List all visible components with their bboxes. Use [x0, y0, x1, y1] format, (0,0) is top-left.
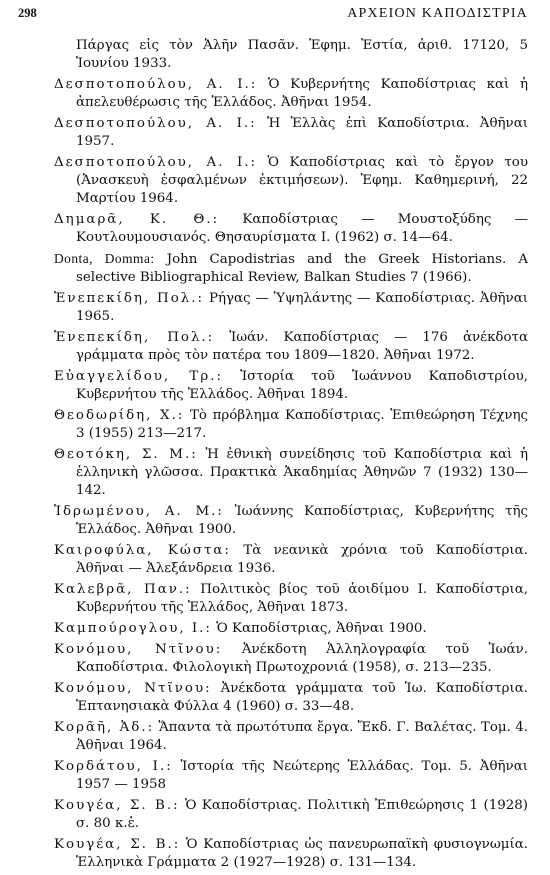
- bibliography-entry: [54, 37, 528, 73]
- entry-author: Δεσποτοπούλου, Α. Ι.:: [54, 116, 257, 131]
- page-number: 298: [18, 6, 37, 20]
- bibliography-entry: [54, 407, 528, 443]
- bibliography-entry: [54, 329, 528, 365]
- bibliography-entry: [54, 154, 528, 208]
- entry-author: Καλεβρᾶ, Παν.:: [54, 582, 192, 597]
- entry-author: Καμπούρογλου, Ι.:: [54, 621, 212, 636]
- entry-author: Καιροφύλα, Κώστα:: [54, 543, 231, 558]
- entry-reference: Ἡ Ἑλλὰς ἐπὶ Καποδίστρια. Ἀθῆναι 1957.: [76, 116, 528, 149]
- entry-reference: Ἅπαντα τὰ πρωτότυπα ἔργα. Ἔκδ. Γ. Βαλέτας. Τομ. 4. Ἀθῆναι 1964.: [76, 720, 528, 753]
- entry-reference: Πάργας εἰς τὸν Ἀλῆν Πασᾶν. Ἐφημ. Ἑστία, ἀριθ. 17120, 5 Ἰουνίου 1933.: [76, 38, 528, 71]
- entry-reference: Ἡ ἐθνικὴ συνείδησις τοῦ Καποδίστρια καὶ ἡ ἑλληνικὴ γλῶσσα. Πρακτικὰ Ἀκαδημίας Ἀθηνῶν 7 (1932) 130—142.: [76, 447, 529, 498]
- entry-reference: Τὸ πρόβλημα Καποδίστριας. Ἐπιθεώρηση Τέχνης 3 (1955) 213—217.: [76, 408, 528, 441]
- bibliography-entry: [54, 581, 528, 617]
- entry-author: Δημαρᾶ, Κ. Θ.:: [54, 212, 220, 227]
- entry-reference: Ἱστορία τῆς Νεώτερης Ἑλλάδας. Τομ. 5. Ἀθῆναι 1957 — 1958: [76, 759, 528, 792]
- entry-author: Θεοδωρίδη, Χ.:: [54, 408, 185, 423]
- bibliography-entry: [54, 76, 528, 112]
- bibliography-list: [54, 37, 528, 875]
- entry-reference: Ἱστορία τοῦ Ἰωάννου Καποδιστρίου, Κυβερνήτου τῆς Ἑλλάδος. Ἀθῆναι 1894.: [76, 369, 528, 402]
- entry-author: Ἐνεπεκίδη, Πολ.:: [54, 330, 215, 345]
- entry-author: Donta, Domma:: [54, 251, 155, 266]
- bibliography-entry: [54, 680, 528, 716]
- bibliography-entry: [54, 290, 528, 326]
- bibliography-entry: [54, 115, 528, 151]
- entry-reference: Καποδίστριας — Μουστοξύδης — Κουτλουμουσιανός. Θησαυρίσματα Ι. (1962) σ. 14—64.: [76, 212, 528, 245]
- entry-author: Κορᾶῆ, Ἀδ.:: [54, 720, 155, 735]
- entry-author: Κουγέα, Σ. Β.:: [54, 798, 180, 813]
- bibliography-entry: [54, 503, 528, 539]
- bibliography-entry: [54, 797, 528, 833]
- entry-reference: Ὁ Κυβερνήτης Καποδίστριας καὶ ἡ ἀπελευθέρωσις τῆς Ἑλλάδος. Ἀθῆναι 1954.: [76, 77, 528, 110]
- entry-reference: Ὁ Καποδίστριας καὶ τὸ ἔργον του (Ἀνασκευὴ ἐσφαλμένων ἐκτιμήσεων). Ἐφημ. Καθημερινή, 22 Μαρτίου 1964.: [76, 155, 529, 206]
- bibliography-entry: [54, 446, 528, 500]
- bibliography-entry: [54, 542, 528, 578]
- entry-author: Κορδάτου, Ι.:: [54, 759, 173, 774]
- entry-author: Δεσποτοπούλου, Α. Ι.:: [54, 77, 258, 92]
- bibliography-entry: [54, 211, 528, 247]
- entry-reference: Ἀνέκδοτη Ἀλληλογραφία τοῦ Ἰωάν. Καποδίστρια. Φιλολογικὴ Πρωτοχρονιά (1958), σ. 213—235.: [76, 642, 528, 675]
- entry-reference: Ἰωάννης Καποδίστριας, Κυβερνήτης τῆς Ἑλλάδος. Ἀθῆναι 1900.: [76, 504, 528, 537]
- bibliography-entry: [54, 620, 528, 638]
- entry-author: Κονόμου, Ντῖνου:: [54, 642, 223, 657]
- entry-reference: Ἀνέκδοτα γράμματα τοῦ Ἰω. Καποδίστρια. Ἑπτανησιακὰ Φύλλα 4 (1960) σ. 33—48.: [76, 681, 528, 714]
- entry-author: Θεοτόκη, Σ. Μ.:: [54, 447, 198, 462]
- bibliography-entry: [54, 719, 528, 755]
- entry-reference: Ὁ Καποδίστριας ὡς πανευρωπαϊκὴ φυσιογνωμία. Ἑλληνικὰ Γράμματα 2 (1927—1928) σ. 131—134.: [76, 837, 528, 870]
- bibliography-entry: [54, 250, 528, 287]
- entry-reference: Πολιτικὸς βίος τοῦ ἀοιδίμου Ι. Καποδίστρια, Κυβερνήτου τῆς Ἑλλάδος, Ἀθῆναι 1873.: [76, 582, 528, 615]
- bibliography-entry: [54, 758, 528, 794]
- entry-author: Ἐνεπεκίδη, Πολ.:: [54, 291, 205, 306]
- entry-author: Ἰδρωμένου, Α. Μ.:: [54, 504, 224, 519]
- bibliography-entry: [54, 836, 528, 872]
- entry-author: Εὐαγγελίδου, Τρ.:: [54, 369, 223, 384]
- entry-author: Κουγέα, Σ. Β.:: [54, 837, 181, 852]
- entry-reference: John Capodistrias and the Greek Historians. A selective Bibliographical Review, Balkan Studies 7 (1966).: [76, 252, 528, 285]
- entry-reference: Ἰωάν. Καποδίστριας — 176 ἀνέκδοτα γράμματα πρὸς τὸν πατέρα του 1809—1820. Ἀθῆναι 1972.: [76, 330, 529, 363]
- running-title: ΑΡΧΕΙΟΝ ΚΑΠΟΔΙΣΤΡΙΑ: [347, 6, 528, 21]
- entry-reference: Τὰ νεανικὰ χρόνια τοῦ Καποδίστρια. Ἀθῆναι — Ἀλεξάνδρεια 1936.: [76, 543, 528, 576]
- entry-reference: Ὁ Καποδίστριας. Πολιτικὴ Ἐπιθεώρησις 1 (1928) σ. 80 κ.ἑ.: [76, 798, 528, 831]
- entry-reference: Ρήγας — Ὑψηλάντης — Καποδίστριας. Ἀθῆναι 1965.: [76, 291, 528, 324]
- page-header: [18, 6, 528, 26]
- entry-reference: Ὁ Καποδίστριας, Ἀθῆναι 1900.: [216, 621, 427, 636]
- bibliography-entry: [54, 641, 528, 677]
- entry-author: Δεσποτοπούλου, Α. Ι.:: [54, 155, 258, 170]
- bibliography-entry: [54, 368, 528, 404]
- entry-author: Κονόμου, Ντῖνου:: [54, 681, 212, 696]
